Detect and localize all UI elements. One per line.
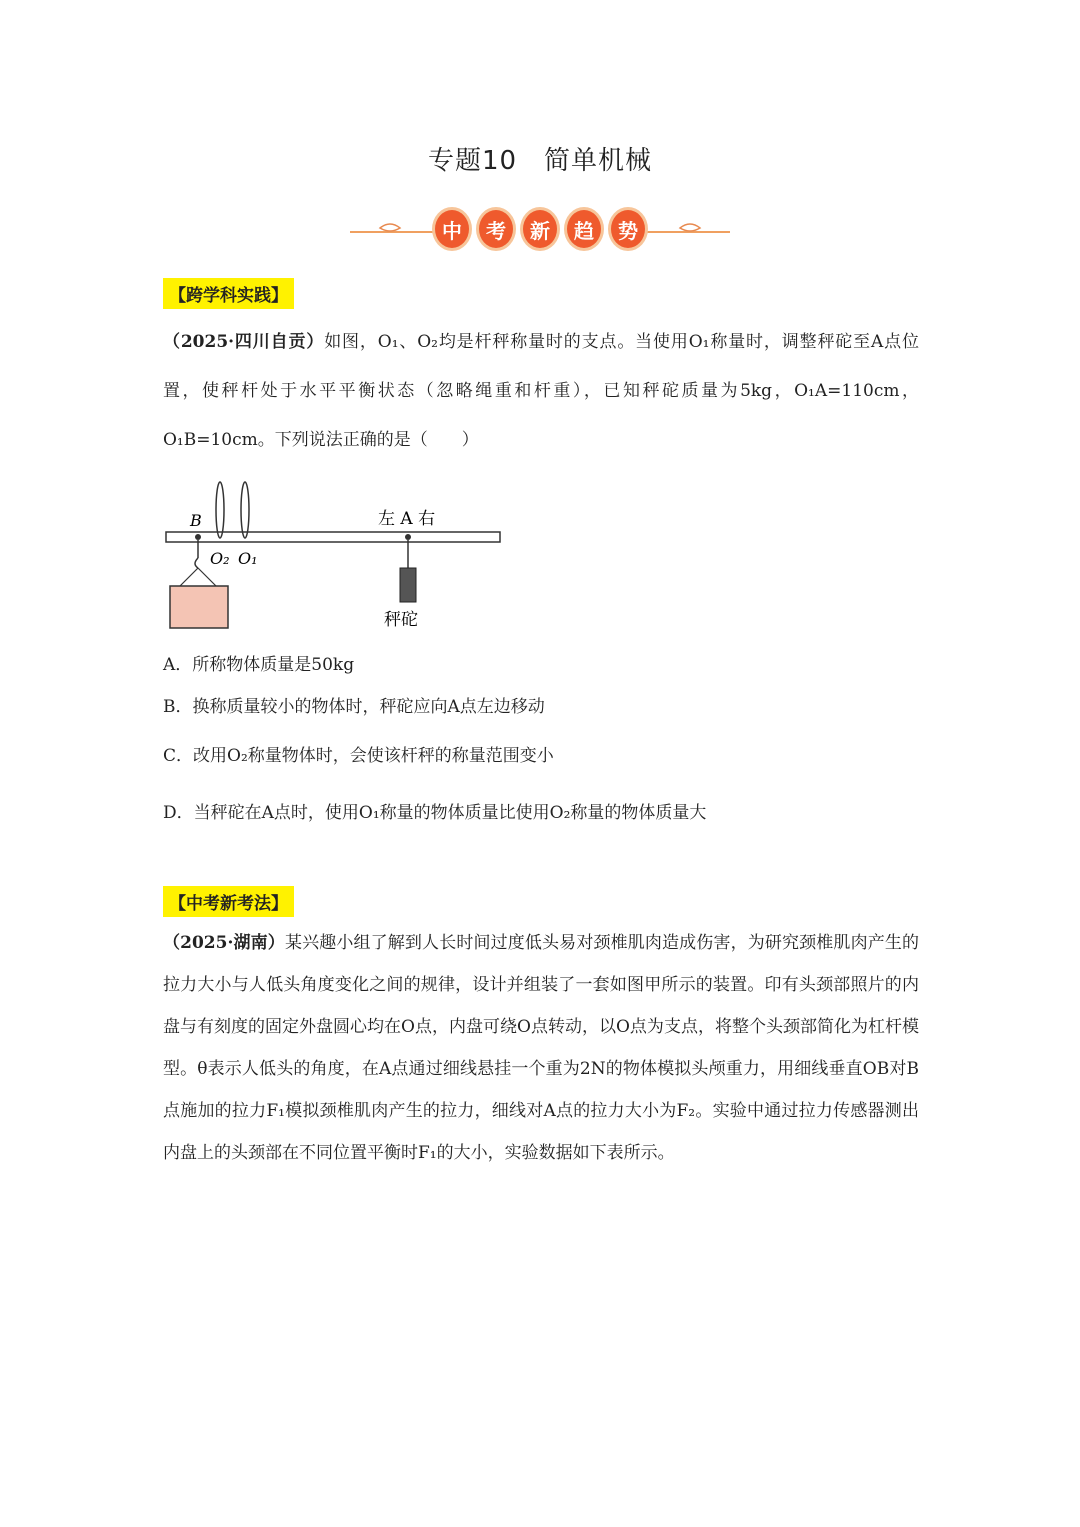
option-b: B．换称质量较小的物体时，秤砣应向A点左边移动 xyxy=(163,697,545,717)
label-b: B xyxy=(190,511,202,530)
question-1-body: 如图，O₁、O₂均是杆秤称量时的支点。当使用O₁称量时，调整秤砣至A点位置，使秤杆处于水平平衡状态（忽略绳重和杆重），已知秤砣质量为5kg，O₁A=110cm，O₁B=10cm。下列说法正确的是（ ） xyxy=(163,332,919,450)
section-tag-new-method: 【中考新考法】 xyxy=(163,886,294,917)
label-weight: 秤砣 xyxy=(384,610,418,630)
steelyard-diagram xyxy=(160,480,510,635)
label-o2: O₂ xyxy=(210,549,230,568)
option-a: A．所称物体质量是50kg xyxy=(163,655,355,675)
label-a: 左 A 右 xyxy=(378,509,436,529)
banner-badge: 新 xyxy=(520,207,560,251)
option-d: D．当秤砣在A点时，使用O₁称量的物体质量比使用O₂称量的物体质量大 xyxy=(163,803,707,823)
section-tag-practice: 【跨学科实践】 xyxy=(163,278,294,309)
page-title: 专题10 简单机械 xyxy=(427,146,653,176)
banner-badge: 中 xyxy=(432,207,472,251)
question-1-text xyxy=(163,318,919,465)
question-2-body: 某兴趣小组了解到人长时间过度低头易对颈椎肌肉造成伤害，为研究颈椎肌肉产生的拉力大小与人低头角度变化之间的规律，设计并组装了一套如图甲所示的装置。印有头颈部照片的内盘与有刻度的固定外盘圆心均在O点，内盘可绕O点转动，以O点为支点，将整个头颈部简化为杠杆模型。θ表示人低头的角度，在A点通过细线悬挂一个重为2N的物体模拟头颅重力，用细线垂直OB对B点施加的拉力F₁模拟颈椎肌肉产生的拉力，细线对A点的拉力大小为F₂。实验中通过拉力传感器测出内盘上的头颈部在不同位置平衡时F₁的大小，实验数据如下表所示。 xyxy=(163,933,919,1163)
label-o1: O₁ xyxy=(238,549,258,568)
banner-badges xyxy=(432,207,648,251)
question-2-text xyxy=(163,922,919,1174)
option-c: C．改用O₂称量物体时，会使该杆秤的称量范围变小 xyxy=(163,746,554,766)
question-1-source: （2025·四川自贡） xyxy=(163,332,325,352)
banner-badge: 考 xyxy=(476,207,516,251)
question-2-source: （2025·湖南） xyxy=(163,933,285,953)
banner-badge: 趋 xyxy=(564,207,604,251)
banner-badge: 势 xyxy=(608,207,648,251)
